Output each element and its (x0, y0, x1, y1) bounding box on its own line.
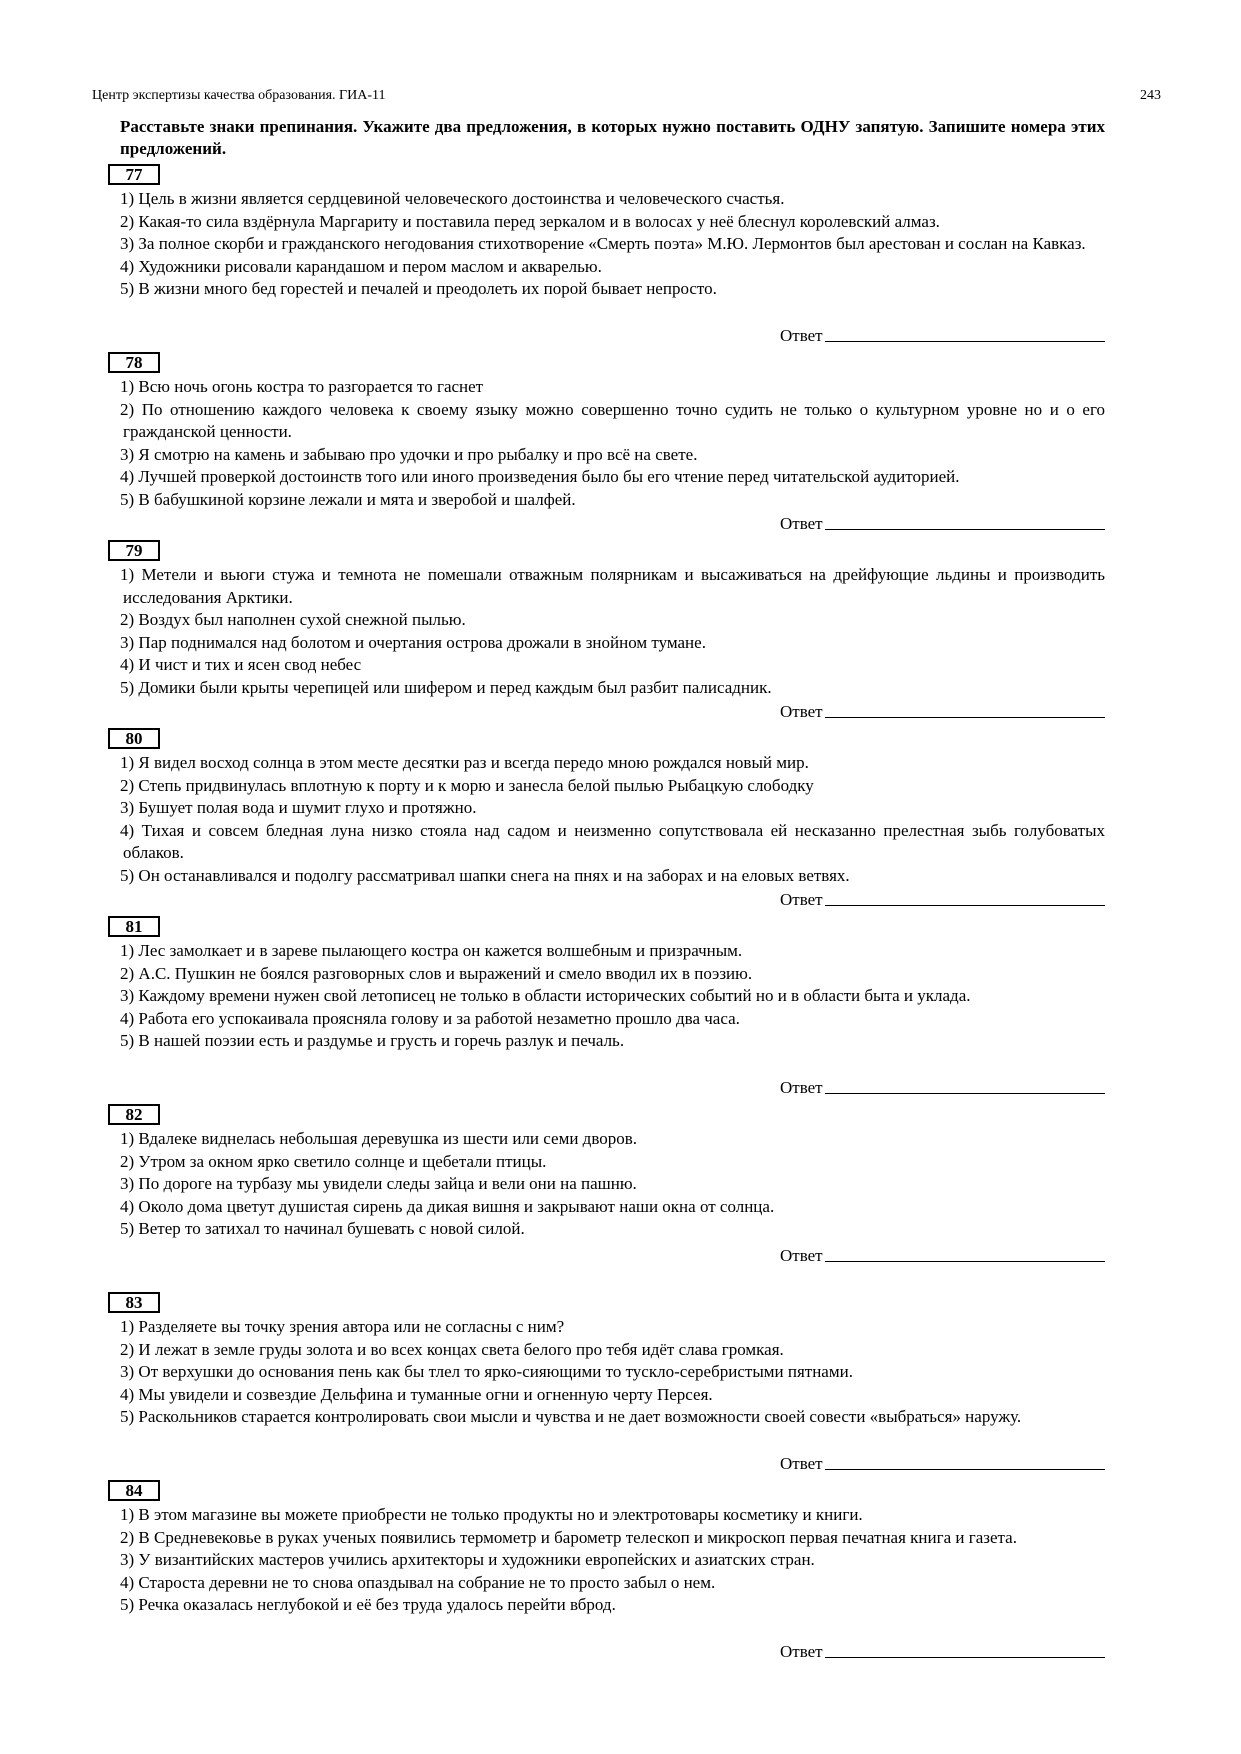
option-sentence: 3) Бушует полая вода и шумит глухо и протяжно. (120, 798, 477, 817)
option-sentence: 4) Лучшей проверкой достоинств того или иного произведения было бы его чтение перед читательской аудиторией. (120, 467, 960, 486)
answer-field[interactable] (780, 325, 1105, 347)
task-number-box: 81 (108, 916, 160, 937)
answer-line[interactable] (825, 1641, 1105, 1658)
option-list (120, 564, 1105, 699)
option-sentence: 4) Мы увидели и созвездие Дельфина и туманные огни и огненную черту Персея. (120, 1384, 713, 1404)
option-sentence: 4) Тихая и совсем бледная луна низко стояла над садом и неизменно сопутствовала ей несказанно прелестная зыбь голубоватых облаков. (120, 820, 1105, 862)
instruction-text: Расставьте знаки препинания. Укажите два предложения, в которых нужно поставить ОДНУ запятую. Запишите номера этих предложений. (120, 117, 1105, 158)
option-sentence: 2) В Средневековье в руках ученых появились термометр и барометр телескоп и микроскоп первая печатная книга и газета. (120, 1527, 1017, 1547)
option-sentence: 5) Домики были крыты черепицей или шифером и перед каждым был разбит палисадник. (120, 677, 772, 697)
option-sentence: 1) Цель в жизни является сердцевиной человеческого достоинства и человеческого счастья. (120, 189, 785, 208)
task-number-box: 79 (108, 540, 160, 561)
answer-label: Ответ (780, 1246, 823, 1265)
answer-label: Ответ (780, 890, 823, 909)
option-sentence: 5) Ветер то затихал то начинал бушевать с новой силой. (120, 1219, 525, 1238)
option-sentence: 2) И лежат в земле груды золота и во всех концах света белого про тебя идёт слава громкая. (120, 1339, 784, 1359)
option-list (120, 1504, 1105, 1617)
answer-line[interactable] (825, 889, 1105, 906)
option-sentence: 1) Я видел восход солнца в этом месте десятки раз и всегда передо мною рождался новый мир. (120, 753, 809, 772)
option-sentence: 4) И чист и тих и ясен свод небес (120, 655, 362, 674)
option-sentence: 2) А.С. Пушкин не боялся разговорных слов и выражений и смело вводил их в поэзию. (120, 963, 753, 983)
option-list (120, 1128, 1105, 1241)
task-number-box: 82 (108, 1104, 160, 1125)
task-number-box: 77 (108, 164, 160, 185)
answer-field[interactable] (780, 701, 1105, 723)
answer-line[interactable] (825, 325, 1105, 342)
option-sentence: 5) В бабушкиной корзине лежали и мята и зверобой и шалфей. (120, 489, 576, 509)
option-list (120, 1316, 1105, 1429)
answer-field[interactable] (780, 1453, 1105, 1475)
header-title: Центр экспертизы качества образования. ГИА-11 (92, 88, 386, 103)
option-list (120, 376, 1105, 511)
option-sentence: 5) Он останавливался и подолгу рассматривал шапки снега на пнях и на заборах и на еловых ветвях. (120, 865, 850, 885)
answer-line[interactable] (825, 701, 1105, 718)
task-number-box: 80 (108, 728, 160, 749)
page-header (92, 88, 1161, 104)
option-sentence: 3) По дороге на турбазу мы увидели следы зайца и вели они на пашню. (120, 1174, 637, 1193)
option-sentence: 3) Каждому времени нужен свой летописец не только в области исторических событий но и в области быта и уклада. (120, 986, 971, 1005)
task-number-box: 84 (108, 1480, 160, 1501)
option-sentence: 3) Пар поднимался над болотом и очертания острова дрожали в знойном тумане. (120, 632, 706, 652)
option-sentence: 1) Вдалеке виднелась небольшая деревушка из шести или семи дворов. (120, 1129, 638, 1148)
option-sentence: 1) Лес замолкает и в зареве пылающего костра он кажется волшебным и призрачным. (120, 941, 743, 960)
answer-field[interactable] (780, 513, 1105, 535)
answer-line[interactable] (825, 513, 1105, 530)
option-sentence: 2) По отношению каждого человека к своему языку можно совершенно точно судить не только о культурном уровне но и о его гражданской ценности. (120, 399, 1105, 441)
option-list (120, 752, 1105, 887)
option-list (120, 188, 1105, 301)
option-sentence: 1) Разделяете вы точку зрения автора или не согласны с ним? (120, 1317, 565, 1336)
answer-field[interactable] (780, 1641, 1105, 1663)
option-sentence: 2) Утром за окном ярко светило солнце и щебетали птицы. (120, 1151, 547, 1171)
option-sentence: 1) Метели и вьюги стужа и темнота не помешали отважным полярникам и высаживаться на дрейфующие льдины и производить исследования Арктики. (120, 565, 1105, 607)
option-sentence: 3) Я смотрю на камень и забываю про удочки и про рыбалку и про всё на свете. (120, 444, 698, 464)
option-sentence: 1) Всю ночь огонь костра то разгорается то гаснет (120, 377, 484, 396)
answer-field[interactable] (780, 1077, 1105, 1099)
answer-label: Ответ (780, 514, 823, 533)
option-sentence: 3) От верхушки до основания пень как бы тлел то ярко-сияющими то тускло-серебристыми пятнами. (120, 1362, 853, 1381)
option-sentence: 4) Художники рисовали карандашом и пером маслом и акварелью. (120, 256, 602, 276)
task-number-box: 83 (108, 1292, 160, 1313)
option-sentence: 5) В жизни много бед горестей и печалей и преодолеть их порой бывает непросто. (120, 279, 717, 298)
option-sentence: 2) Воздух был наполнен сухой снежной пылью. (120, 610, 466, 629)
option-sentence: 3) У византийских мастеров учились архитекторы и художники европейских и азиатских стран. (120, 1550, 815, 1569)
option-sentence: 2) Какая-то сила вздёрнула Маргариту и поставила перед зеркалом и в волосах у неё блеснул королевский алмаз. (120, 211, 940, 231)
answer-label: Ответ (780, 326, 823, 345)
answer-line[interactable] (825, 1077, 1105, 1094)
option-sentence: 5) Речка оказалась неглубокой и её без труда удалось перейти вброд. (120, 1595, 616, 1614)
answer-label: Ответ (780, 702, 823, 721)
option-list (120, 940, 1105, 1053)
page-number: 243 (1140, 88, 1161, 103)
option-sentence: 4) Староста деревни не то снова опаздывал на собрание не то просто забыл о нем. (120, 1572, 716, 1592)
option-sentence: 3) За полное скорби и гражданского негодования стихотворение «Смерть поэта» М.Ю. Лермонтов был арестован и сослан на Кавказ. (120, 234, 1086, 253)
answer-field[interactable] (780, 889, 1105, 911)
answer-label: Ответ (780, 1454, 823, 1473)
task-number-box: 78 (108, 352, 160, 373)
option-sentence: 5) В нашей поэзии есть и раздумье и грусть и горечь разлук и печаль. (120, 1031, 625, 1050)
option-sentence: 1) В этом магазине вы можете приобрести не только продукты но и электротовары косметику и книги. (120, 1505, 863, 1524)
option-sentence: 5) Раскольников старается контролировать свои мысли и чувства и не дает возможности своей совести «выбраться» наружу. (120, 1407, 1022, 1426)
option-sentence: 4) Работа его успокаивала проясняла голову и за работой незаметно прошло два часа. (120, 1008, 740, 1028)
answer-line[interactable] (825, 1245, 1105, 1262)
option-sentence: 2) Степь придвинулась вплотную к порту и к морю и занесла белой пылью Рыбацкую слободку (120, 775, 814, 795)
option-sentence: 4) Около дома цветут душистая сирень да дикая вишня и закрывают наши окна от солнца. (120, 1196, 775, 1216)
answer-line[interactable] (825, 1453, 1105, 1470)
answer-label: Ответ (780, 1642, 823, 1661)
answer-field[interactable] (780, 1245, 1105, 1267)
answer-label: Ответ (780, 1078, 823, 1097)
